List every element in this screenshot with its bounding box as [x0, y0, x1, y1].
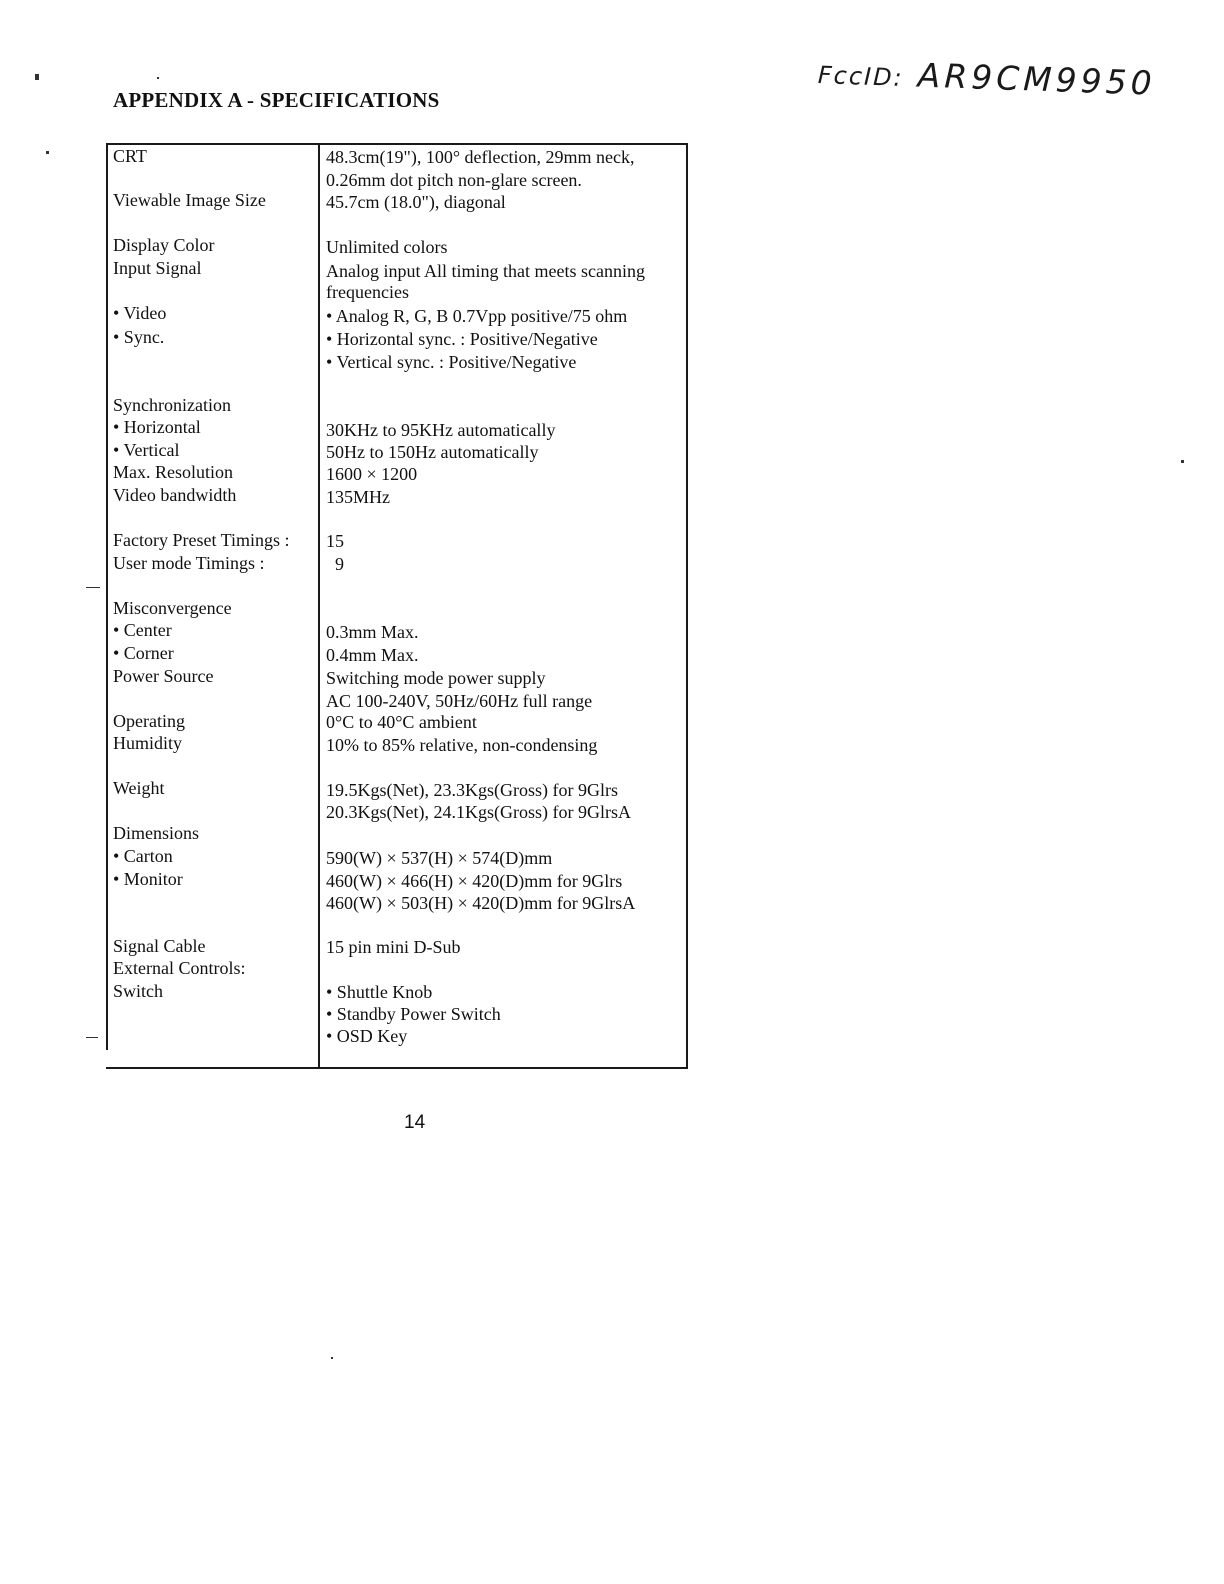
spec-label: • Sync.: [113, 327, 165, 347]
scan-mark: [86, 1037, 98, 1038]
spec-label: Misconvergence: [113, 598, 232, 618]
spec-value: 15 pin mini D-Sub: [326, 937, 461, 957]
spec-label: Weight: [113, 778, 165, 798]
spec-value: 0°C to 40°C ambient: [326, 712, 477, 732]
spec-value: 10% to 85% relative, non-condensing: [326, 735, 598, 755]
fcc-id-stamp: [817, 52, 1156, 103]
page-title: APPENDIX A - SPECIFICATIONS: [113, 88, 440, 112]
spec-label: • Carton: [113, 846, 173, 866]
spec-label: Factory Preset Timings :: [113, 530, 290, 550]
spec-label: Dimensions: [113, 823, 200, 843]
spec-label: Max. Resolution: [113, 462, 233, 482]
spec-label: Input Signal: [113, 258, 202, 278]
spec-value: 9: [326, 554, 344, 574]
spec-value: 20.3Kgs(Net), 24.1Kgs(Gross) for 9GlrsA: [326, 802, 631, 822]
spec-label: • Center: [113, 620, 172, 640]
spec-label: Viewable Image Size: [113, 190, 266, 210]
spec-value: • Horizontal sync. : Positive/Negative: [326, 329, 598, 349]
spec-value: frequencies: [326, 282, 409, 302]
spec-value: • Standby Power Switch: [326, 1004, 501, 1024]
spec-value: 19.5Kgs(Net), 23.3Kgs(Gross) for 9Glrs: [326, 780, 618, 800]
scan-mark: [331, 1357, 333, 1359]
spec-value: 460(W) × 503(H) × 420(D)mm for 9GlrsA: [326, 893, 636, 913]
spec-value: • Shuttle Knob: [326, 982, 433, 1002]
spec-label: Signal Cable: [113, 936, 206, 956]
spec-label: Power Source: [113, 666, 214, 686]
spec-label: Video bandwidth: [113, 485, 237, 505]
spec-label: Switch: [113, 981, 164, 1001]
spec-label: Display Color: [113, 235, 215, 255]
spec-label: • Corner: [113, 643, 174, 663]
spec-value: Switching mode power supply: [326, 668, 546, 688]
spec-value: 48.3cm(19"), 100° deflection, 29mm neck,: [326, 147, 635, 167]
spec-value: • Analog R, G, B 0.7Vpp positive/75 ohm: [326, 306, 628, 326]
spec-value: Analog input All timing that meets scanning: [326, 261, 645, 281]
spec-label: External Controls:: [113, 958, 246, 978]
table-column-divider: [318, 145, 320, 1067]
spec-value: • OSD Key: [326, 1026, 408, 1046]
spec-value: 135MHz: [326, 487, 390, 507]
spec-value: Unlimited colors: [326, 237, 448, 257]
spec-value: AC 100-240V, 50Hz/60Hz full range: [326, 691, 593, 711]
scan-mark: [157, 77, 159, 79]
spec-value: 0.26mm dot pitch non-glare screen.: [326, 170, 582, 190]
spec-label: Operating: [113, 711, 185, 731]
spec-label: • Horizontal: [113, 417, 201, 437]
spec-label: Synchronization: [113, 395, 231, 415]
spec-label: User mode Timings :: [113, 553, 265, 573]
spec-value: • Vertical sync. : Positive/Negative: [326, 352, 577, 372]
spec-value: 460(W) × 466(H) × 420(D)mm for 9Glrs: [326, 871, 623, 891]
scan-mark: [86, 587, 100, 588]
spec-value: 0.3mm Max.: [326, 622, 419, 642]
fcc-id-number: AR9CM9950: [917, 55, 1157, 103]
spec-label: CRT: [113, 146, 147, 166]
spec-value: 590(W) × 537(H) × 574(D)mm: [326, 848, 553, 868]
scan-mark: [46, 151, 49, 154]
spec-value: 45.7cm (18.0"), diagonal: [326, 192, 506, 212]
scan-mark: [1181, 460, 1184, 463]
fcc-id-label: FccID:: [817, 61, 905, 92]
spec-label: • Vertical: [113, 440, 180, 460]
spec-value: 0.4mm Max.: [326, 645, 419, 665]
spec-value: 30KHz to 95KHz automatically: [326, 420, 556, 440]
spec-label: • Video: [113, 303, 167, 323]
scan-mark: [35, 74, 39, 80]
spec-value: 50Hz to 150Hz automatically: [326, 442, 539, 462]
spec-value: 15: [326, 531, 344, 551]
spec-label: Humidity: [113, 733, 183, 753]
spec-value: 1600 × 1200: [326, 464, 418, 484]
spec-label: • Monitor: [113, 869, 183, 889]
table-left-border: [106, 145, 108, 1050]
page-number: 14: [404, 1112, 426, 1133]
